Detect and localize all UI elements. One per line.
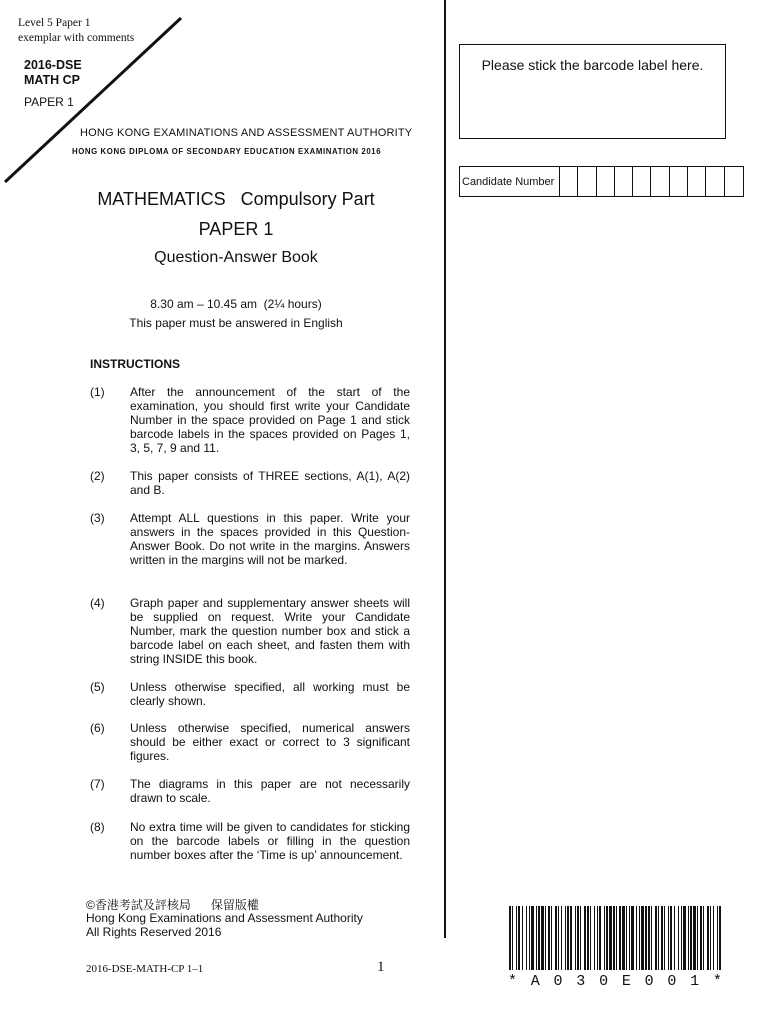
authority-name: HONG KONG EXAMINATIONS AND ASSESSMENT AUTHORITY [80, 127, 413, 139]
instruction-number: (1) [90, 385, 105, 399]
instruction-text: This paper consists of THREE sections, A(1), A(2) and B. [130, 469, 410, 497]
candidate-number-cell [670, 167, 688, 196]
exemplar-note-line1: Level 5 Paper 1 [18, 17, 91, 29]
barcode-human-readable [508, 973, 722, 990]
instruction-text: Graph paper and supplementary answer sheets will be supplied on request. Write your Candidate Number, mark the question number box and stick a barcode label on each sheet, and fasten them with string INSIDE this book. [130, 596, 410, 666]
barcode-char: E [621, 973, 631, 990]
instruction-text: After the announcement of the start of the examination, you should first write your Candidate Number in the space provided on Page 1 and stick barcode labels in the spaces provided on Pages 1, 3, 5, 7, 9 and 11. [130, 385, 410, 455]
candidate-number-cell [633, 167, 651, 196]
instruction-text: No extra time will be given to candidates for sticking on the barcode labels or filling in the question number boxes after the ‘Time is up’ announcement. [130, 820, 410, 862]
barcode-char: 0 [553, 973, 563, 990]
barcode-char: * [712, 973, 722, 990]
instruction-number: (7) [90, 777, 105, 791]
instruction-text: Unless otherwise specified, numerical answers should be either exact or correct to 3 significant figures. [130, 721, 410, 763]
barcode-char: 0 [599, 973, 609, 990]
instruction-number: (6) [90, 721, 105, 735]
page-number: 1 [377, 959, 385, 975]
barcode-icon [508, 906, 724, 972]
subject-code-line2: MATH CP [24, 73, 81, 87]
candidate-number-cell [560, 167, 578, 196]
instruction-number: (8) [90, 820, 105, 834]
candidate-number-cell [688, 167, 706, 196]
instruction-number: (2) [90, 469, 105, 483]
instructions-heading: INSTRUCTIONS [90, 357, 180, 371]
paper-title: PAPER 1 [198, 219, 274, 239]
copyright-line1: Hong Kong Examinations and Assessment Authority [86, 911, 363, 925]
candidate-number-cell [597, 167, 615, 196]
subject-title: MATHEMATICS Compulsory Part [97, 189, 375, 209]
candidate-number-field [459, 166, 744, 197]
instruction-number: (4) [90, 596, 105, 610]
candidate-number-label: Candidate Number [460, 167, 560, 196]
candidate-number-cell [615, 167, 633, 196]
candidate-number-cell [651, 167, 669, 196]
barcode-char: 1 [690, 973, 700, 990]
candidate-number-cell [725, 167, 743, 196]
barcode-char: * [508, 973, 518, 990]
barcode-char: 3 [576, 973, 586, 990]
instruction-text: Unless otherwise specified, all working must be clearly shown. [130, 680, 410, 708]
column-divider [444, 0, 446, 938]
language-note: This paper must be answered in English [129, 316, 343, 330]
footer-code: 2016-DSE-MATH-CP 1–1 [86, 963, 204, 975]
copyright-chinese: ©香港考試及評核局 保留版權 [86, 898, 259, 912]
book-title: Question-Answer Book [154, 249, 318, 266]
barcode-label-prompt: Please stick the barcode label here. [481, 57, 704, 73]
candidate-number-cell [578, 167, 596, 196]
exam-name: HONG KONG DIPLOMA OF SECONDARY EDUCATION EXAMINATION 2016 [72, 147, 382, 156]
subject-code-line1: 2016-DSE [24, 58, 82, 72]
copyright-english [86, 911, 363, 939]
barcode-label-box [459, 44, 726, 139]
diagonal-stroke [0, 0, 200, 190]
barcode-char: A [530, 973, 540, 990]
candidate-number-cell [706, 167, 724, 196]
exemplar-note-line2: exemplar with comments [18, 32, 135, 44]
barcode-char: 0 [644, 973, 654, 990]
instruction-text: The diagrams in this paper are not necessarily drawn to scale. [130, 777, 410, 805]
instruction-number: (5) [90, 680, 105, 694]
exam-time: 8.30 am – 10.45 am (2¼ hours) [150, 297, 322, 311]
copyright-line2: All Rights Reserved 2016 [86, 925, 222, 939]
instruction-number: (3) [90, 511, 105, 525]
corner-paper-label: PAPER 1 [24, 95, 74, 109]
instruction-text: Attempt ALL questions in this paper. Write your answers in the spaces provided in this Question-Answer Book. Do not write in the margins. Answers written in the margins will not be marked. [130, 511, 410, 567]
barcode-char: 0 [667, 973, 677, 990]
